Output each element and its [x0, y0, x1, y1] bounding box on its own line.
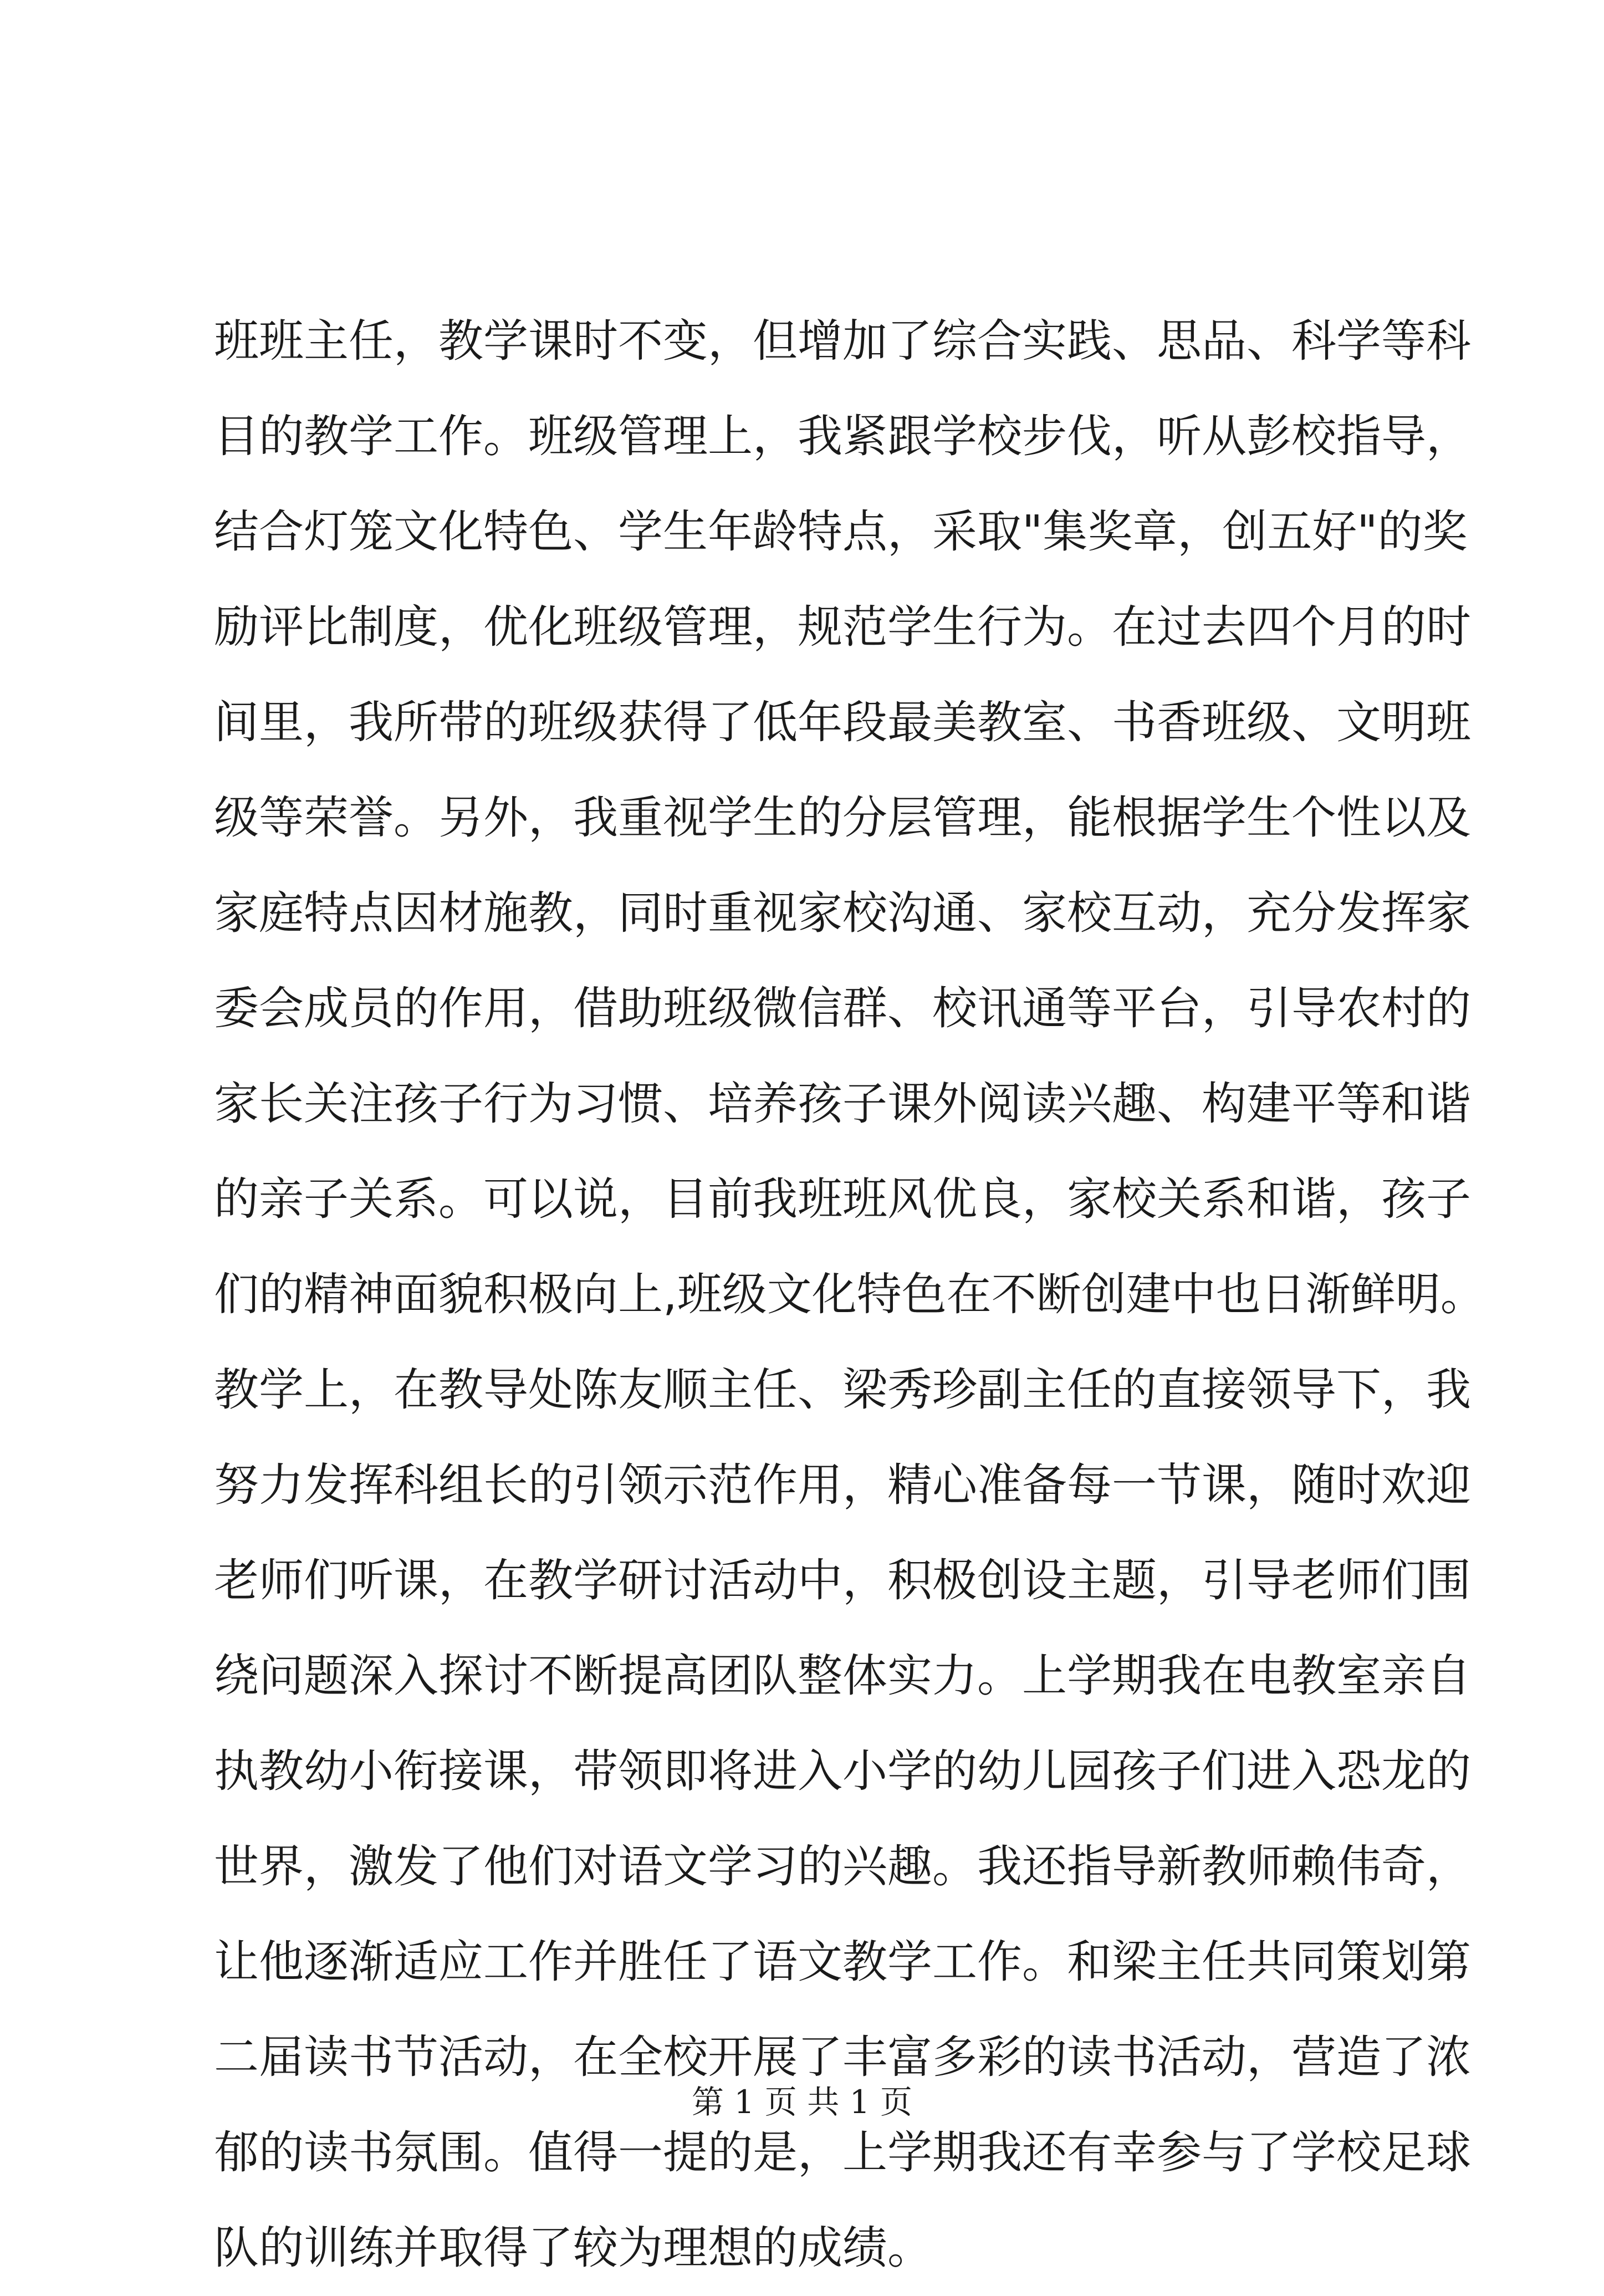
- text-line: 世界，激发了他们对语文学习的兴趣。我还指导新教师赖伟奇，: [214, 1841, 1472, 1893]
- text-line: 队的训练并取得了较为理想的成绩。: [214, 2222, 933, 2274]
- text-line: 们的精神面貌积极向上,班级文化特色在不断创建中也日渐鲜明。: [214, 1269, 1485, 1321]
- text-line: 家庭特点因材施教，同时重视家校沟通、家校互动，充分发挥家: [214, 887, 1472, 940]
- page-footer: 第 1 页 共 1 页: [692, 2083, 912, 2121]
- text-line: 班班主任，教学课时不变，但增加了综合实践、思品、科学等科: [214, 315, 1472, 368]
- text-line: 的亲子关系。可以说，目前我班班风优良，家校关系和谐，孩子: [214, 1173, 1472, 1226]
- text-line: 老师们听课，在教学研讨活动中，积极创设主题，引导老师们围: [214, 1555, 1472, 1607]
- text-line: 让他逐渐适应工作并胜任了语文教学工作。和梁主任共同策划第: [214, 1936, 1472, 1988]
- text-line: 绕问题深入探讨不断提高团队整体实力。上学期我在电教室亲自: [214, 1650, 1472, 1702]
- body-text: [214, 294, 1485, 2296]
- text-line: 郁的读书氛围。值得一提的是，上学期我还有幸参与了学校足球: [214, 2127, 1472, 2179]
- text-line: 目的教学工作。班级管理上，我紧跟学校步伐，听从彭校指导，: [214, 411, 1472, 463]
- text-line: 家长关注孩子行为习惯、培养孩子课外阅读兴趣、构建平等和谐: [214, 1078, 1472, 1130]
- text-line: 教学上，在教导处陈友顺主任、梁秀珍副主任的直接领导下，我: [214, 1364, 1472, 1416]
- text-line: 结合灯笼文化特色、学生年龄特点，采取"集奖章，创五好"的奖: [214, 506, 1468, 558]
- text-line: 努力发挥科组长的引领示范作用，精心准备每一节课，随时欢迎: [214, 1460, 1472, 1512]
- text-line: 级等荣誉。另外，我重视学生的分层管理，能根据学生个性以及: [214, 792, 1472, 844]
- text-line: 二届读书节活动，在全校开展了丰富多彩的读书活动，营造了浓: [214, 2032, 1472, 2084]
- text-line: 励评比制度，优化班级管理，规范学生行为。在过去四个月的时: [214, 601, 1472, 654]
- text-line: 委会成员的作用，借助班级微信群、校讯通等平台，引导农村的: [214, 983, 1472, 1035]
- text-line: 执教幼小衔接课，带领即将进入小学的幼儿园孩子们进入恐龙的: [214, 1746, 1472, 1798]
- text-line: 间里，我所带的班级获得了低年段最美教室、书香班级、文明班: [214, 697, 1472, 749]
